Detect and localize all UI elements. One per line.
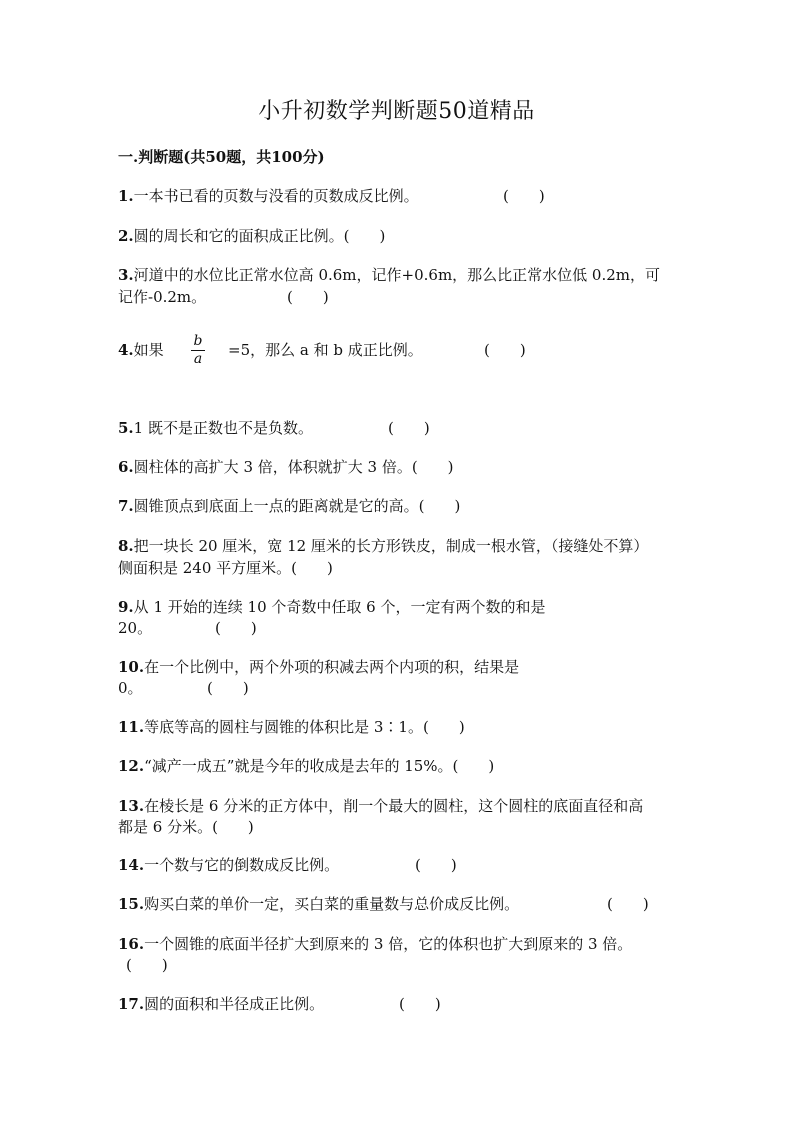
question-text: 一个圆锥的底面半径扩大到原来的 3 倍，它的体积也扩大到原来的 3 倍。 [144,935,633,953]
question-number: 10. [118,658,145,676]
question-text: 圆的周长和它的面积成正比例。( ) [133,227,386,245]
question-number: 11. [118,718,145,736]
question-text: 购买白菜的单价一定，买白菜的重量数与总价成反比例。 [144,895,520,913]
fraction-denominator: a [193,351,203,367]
answer-parentheses[interactable]: ( ) [215,619,257,637]
question-text: 河道中的水位比正常水位高 0.6m，记作+0.6m，那么比正常水位低 0.2m，可 [133,266,661,284]
question-7 [118,495,688,517]
question-text: 0。 [118,679,143,697]
question-number: 5. [118,419,134,437]
question-number: 4. [118,341,134,359]
question-11 [118,716,688,738]
question-number: 12. [118,757,145,775]
question-text: 侧面积是 240 平方厘米。( ) [118,559,333,577]
question-16-line-2 [126,954,696,976]
question-9-line-2 [118,617,688,639]
question-10 [118,656,688,678]
question-text: 在一个比例中，两个外项的积减去两个内项的积，结果是 [144,658,520,676]
question-text: 在棱长是 6 分米的正方体中，削一个最大的圆柱，这个圆柱的底面直径和高 [144,797,644,815]
question-13-line-2 [118,816,688,838]
question-text: “减产一成五”就是今年的收成是去年的 15%。( ) [144,757,495,775]
question-number: 8. [118,537,134,555]
question-8-line-2 [118,557,688,579]
question-text: 把一块长 20 厘米，宽 12 厘米的长方形铁皮，制成一根水管，（接缝处不算） [133,537,649,555]
question-text: 如果 [133,341,164,359]
question-13 [118,795,688,817]
question-1 [118,185,688,207]
question-6 [118,456,688,478]
answer-parentheses[interactable]: ( ) [126,956,168,974]
question-text: 从 1 开始的连续 10 个奇数中任取 6 个，一定有两个数的和是 [133,598,546,616]
answer-parentheses[interactable]: ( ) [415,856,457,874]
answer-parentheses[interactable]: ( ) [388,419,430,437]
question-number: 7. [118,497,134,515]
question-text: 20。 [118,619,153,637]
question-4-rest [228,339,528,361]
question-text: 一个数与它的倒数成反比例。 [144,856,340,874]
fraction-numerator: b [193,333,203,349]
question-12 [118,755,688,777]
question-number: 1. [118,187,134,205]
answer-parentheses[interactable]: ( ) [607,895,649,913]
question-number: 2. [118,227,134,245]
question-text: 圆柱体的高扩大 3 倍，体积就扩大 3 倍。( ) [133,458,454,476]
question-3 [118,264,688,286]
question-text: 记作-0.2m。 [118,288,207,306]
section-heading: 一.判断题(共50题，共100分) [118,148,325,166]
question-text: 等底等高的圆柱与圆锥的体积比是 3∶1。( ) [144,718,465,736]
question-text: 圆锥顶点到底面上一点的距离就是它的高。( ) [133,497,461,515]
question-number: 17. [118,995,145,1013]
fraction-b-over-a [191,334,205,367]
question-15 [118,893,688,915]
question-text: 都是 6 分米。( ) [118,818,254,836]
answer-parentheses[interactable]: ( ) [287,288,329,306]
answer-parentheses[interactable]: ( ) [399,995,441,1013]
question-number: 13. [118,797,145,815]
question-number: 9. [118,598,134,616]
question-2 [118,225,688,247]
page-title: 小升初数学判断题50道精品 [258,99,535,124]
question-3-line-2 [118,286,688,308]
question-16 [118,933,688,955]
question-number: 3. [118,266,134,284]
question-number: 14. [118,856,145,874]
question-number: 15. [118,895,145,913]
answer-parentheses[interactable]: ( ) [503,187,545,205]
question-8 [118,535,688,557]
question-9 [118,596,688,618]
question-text: =5，那么 a 和 b 成正比例。 [228,341,423,359]
answer-parentheses[interactable]: ( ) [484,341,526,359]
question-number: 16. [118,935,145,953]
question-number: 6. [118,458,134,476]
answer-parentheses[interactable]: ( ) [207,679,249,697]
question-text: 圆的面积和半径成正比例。 [144,995,325,1013]
question-text: 一本书已看的页数与没看的页数成反比例。 [133,187,419,205]
question-14 [118,854,688,876]
question-text: 1 既不是正数也不是负数。 [133,419,313,437]
question-10-line-2 [118,677,688,699]
